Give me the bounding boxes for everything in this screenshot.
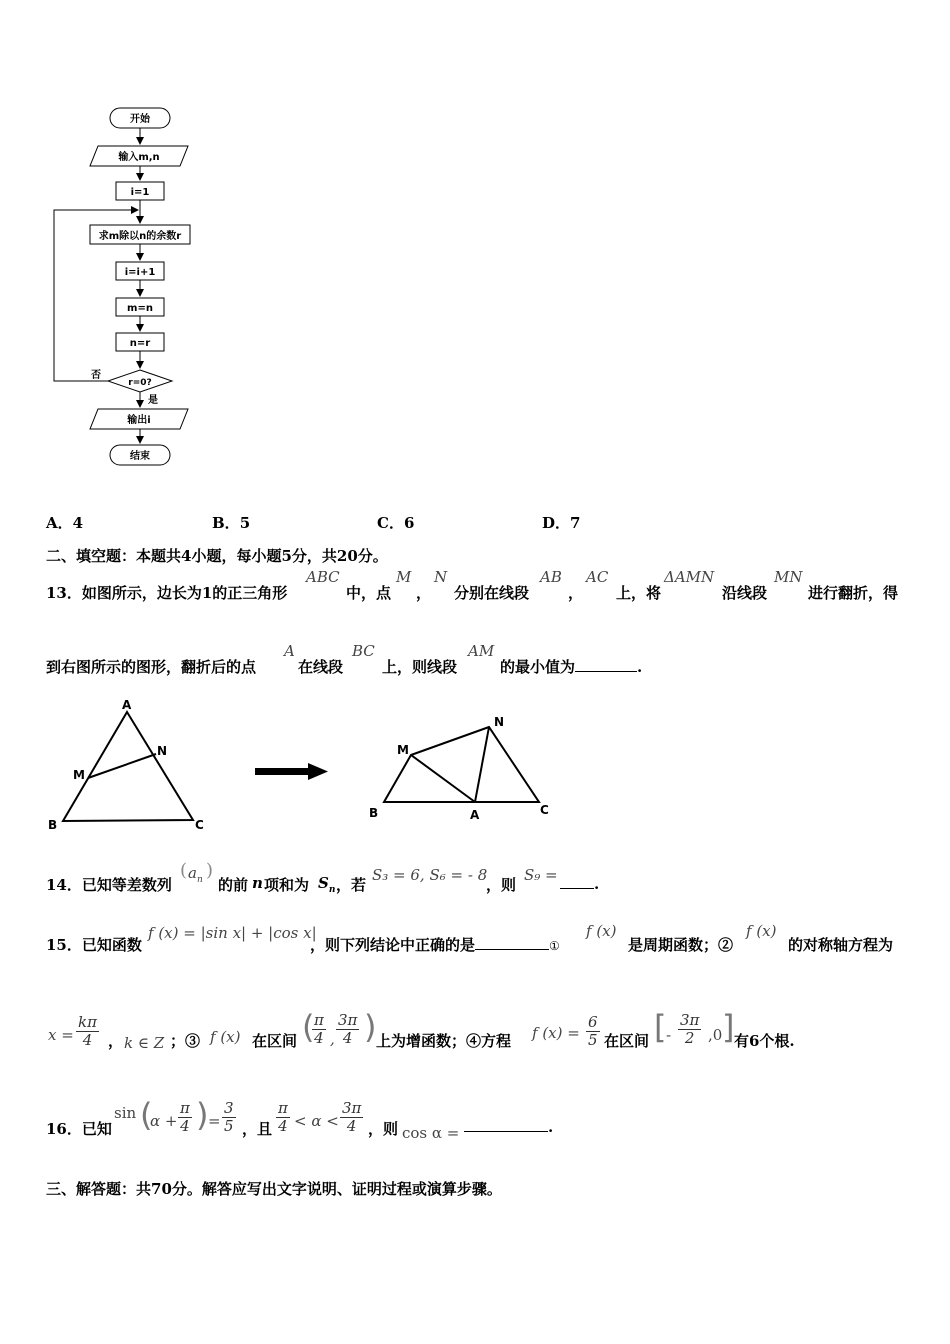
question-16: 16．已知 sin ( α + $\frac{\pi}{4}$ ) = $\frac{3}{5}$ ，且 $\frac{\pi}{4}$ < α < $\frac{3\pi}{4}$ ，则 cos α = . (46, 1096, 554, 1142)
choice-c: C．6 (377, 514, 415, 532)
svg-text:求m除以n的余数r: 求m除以n的余数r (98, 231, 182, 242)
label-b: B (369, 806, 379, 820)
label-a: A (470, 808, 480, 822)
svg-text:开始: 开始 (130, 114, 150, 125)
label-m: M (397, 743, 409, 757)
question-15-line2: x = $\frac{k\pi}{4}$ ， k ∈ Z ；③ f (x) 在区间 ( $\frac{\pi}{4}$ , $\frac{3\pi}{4}$ ) 上为增函数；④方程 f (x) = $\frac{6}{5}$ 在区间 [ - $\frac{3\pi}{2}$ ,0 ] 有6个根. (48, 1008, 795, 1052)
triangle-figure-right (360, 710, 560, 830)
label-c: C (195, 818, 204, 832)
svg-text:是: 是 (148, 395, 158, 406)
triangle-figure-left (40, 695, 220, 835)
question-13-line2: 到右图所示的图形，翻折后的点 A 在线段 BC 上，则线段 AM 的最小值为 . (46, 642, 643, 676)
question-13-line1: 13．如图所示，边长为1的正三角形 ABC 中，点 M ， N 分别在线段 AB ， AC 上，将 ΔAMN 沿线段 MN 进行翻折，得 (46, 568, 899, 602)
label-n: N (494, 715, 505, 729)
svg-text:否: 否 (91, 370, 101, 381)
label-c: C (540, 803, 549, 817)
question-14: 14．已知等差数列 ( $a_n$ ) 的前 n 项和为 $S_n$ ，若 S₃ = 6, S₆ = - 8 ，则 S₉ = . (46, 860, 600, 895)
section-3-heading: 三、解答题：共70分。解答应写出文字说明、证明过程或演算步骤。 (46, 1180, 502, 1198)
svg-text:n=r: n=r (129, 338, 151, 349)
label-n: N (157, 744, 168, 758)
label-m: M (73, 768, 85, 782)
answer-blank-16[interactable] (464, 1121, 548, 1132)
svg-text:i=i+1: i=i+1 (124, 267, 156, 278)
answer-blank-13[interactable] (575, 657, 637, 672)
choice-a: A．4 (46, 514, 84, 532)
arrow-right-icon (250, 760, 334, 782)
question-15-line1: 15．已知函数 f (x) = |sin x| + |cos x| ，则下列结论中正确的是 ① f (x) 是周期函数；② f (x) 的对称轴方程为 (46, 922, 894, 954)
svg-text:结束: 结束 (130, 451, 150, 462)
label-a: A (122, 698, 132, 712)
label-b: B (48, 818, 58, 832)
svg-text:输出i: 输出i (127, 415, 151, 426)
flowchart (40, 100, 220, 480)
section-2-heading: 二、填空题：本题共4小题，每小题5分，共20分。 (46, 547, 388, 565)
answer-blank-14[interactable] (560, 874, 594, 889)
answer-blank-15[interactable] (475, 935, 549, 950)
svg-text:r=0?: r=0? (128, 378, 152, 388)
choice-b: B．5 (212, 514, 251, 532)
choice-d: D．7 (542, 514, 581, 532)
svg-text:i=1: i=1 (130, 187, 150, 198)
svg-text:输入m,n: 输入m,n (118, 152, 160, 163)
svg-text:m=n: m=n (127, 303, 153, 314)
